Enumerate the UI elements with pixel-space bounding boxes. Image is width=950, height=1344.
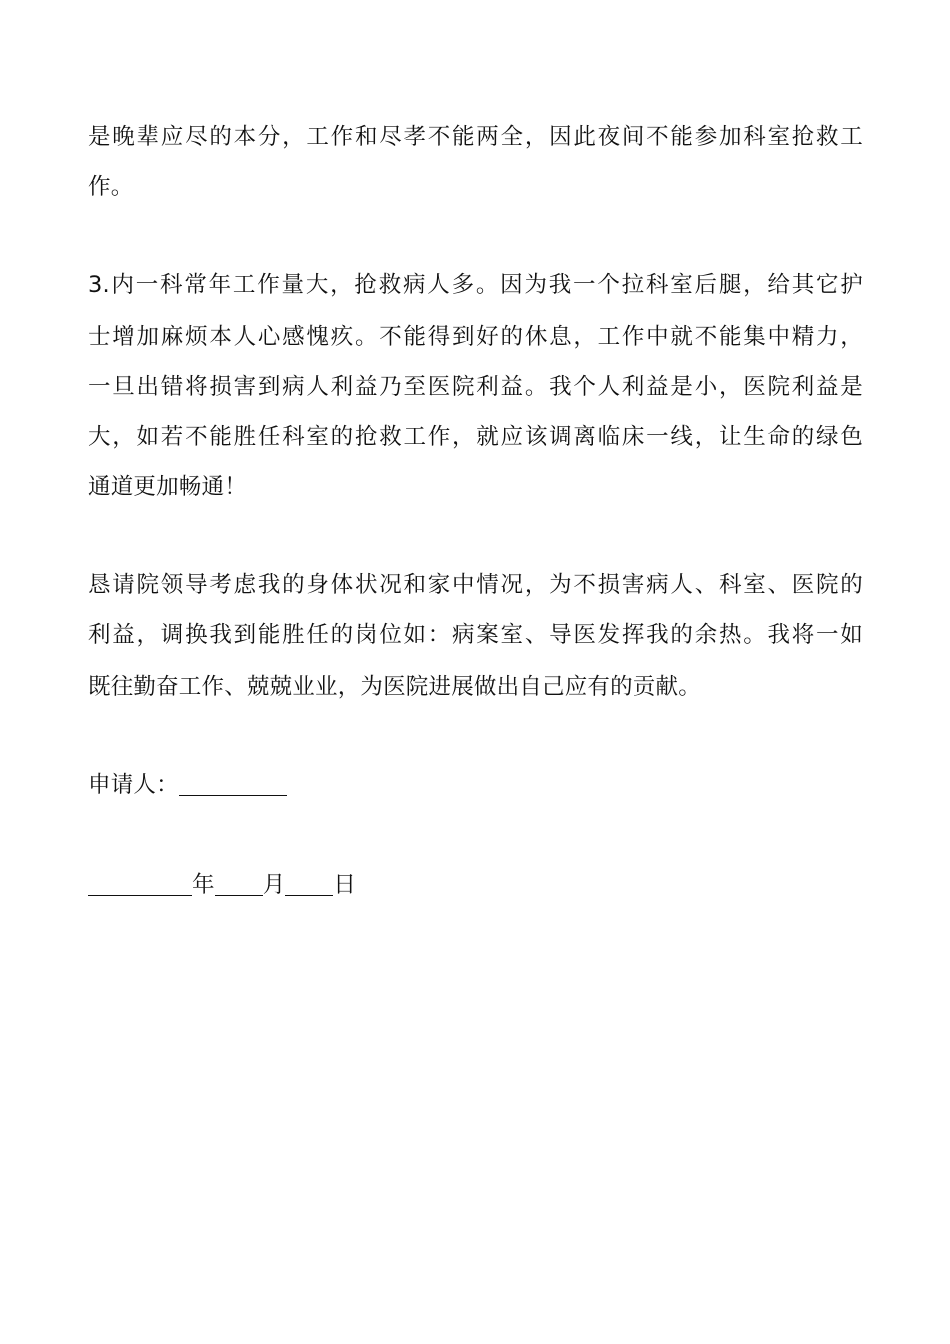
signature-label: 申请人：: [88, 772, 179, 798]
paragraph-line: 利益，调换我到能胜任的岗位如：病案室、导医发挥我的余热。我将一如: [88, 622, 863, 648]
paragraph-line: 是晚辈应尽的本分，工作和尽孝不能两全，因此夜间不能参加科室抢救工: [88, 124, 863, 150]
month-blank[interactable]: [215, 873, 263, 896]
paragraph-line: 恳请院领导考虑我的身体状况和家中情况，为不损害病人、科室、医院的: [88, 572, 863, 598]
paragraph-line: 大，如若不能胜任科室的抢救工作，就应该调离临床一线，让生命的绿色: [88, 424, 863, 450]
paragraph-line: 士增加麻烦本人心感愧疚。不能得到好的休息，工作中就不能集中精力，: [88, 324, 863, 350]
date-line: [88, 870, 356, 900]
paragraph-line: 既往勤奋工作、兢兢业业，为医院进展做出自己应有的贡献。: [88, 674, 701, 700]
signature-blank[interactable]: [179, 773, 287, 796]
paragraph-line: 通道更加畅通！: [88, 474, 247, 500]
month-label: 月: [262, 872, 286, 898]
year-blank[interactable]: [88, 873, 192, 896]
day-blank[interactable]: [285, 873, 333, 896]
signature-line: [88, 770, 287, 800]
day-label: 日: [333, 872, 357, 898]
paragraph-line: 3.内一科常年工作量大，抢救病人多。因为我一个拉科室后腿，给其它护: [88, 272, 863, 298]
paragraph-line: 作。: [88, 174, 134, 200]
paragraph-line: 一旦出错将损害到病人利益乃至医院利益。我个人利益是小，医院利益是: [88, 374, 863, 400]
year-label: 年: [192, 872, 215, 898]
